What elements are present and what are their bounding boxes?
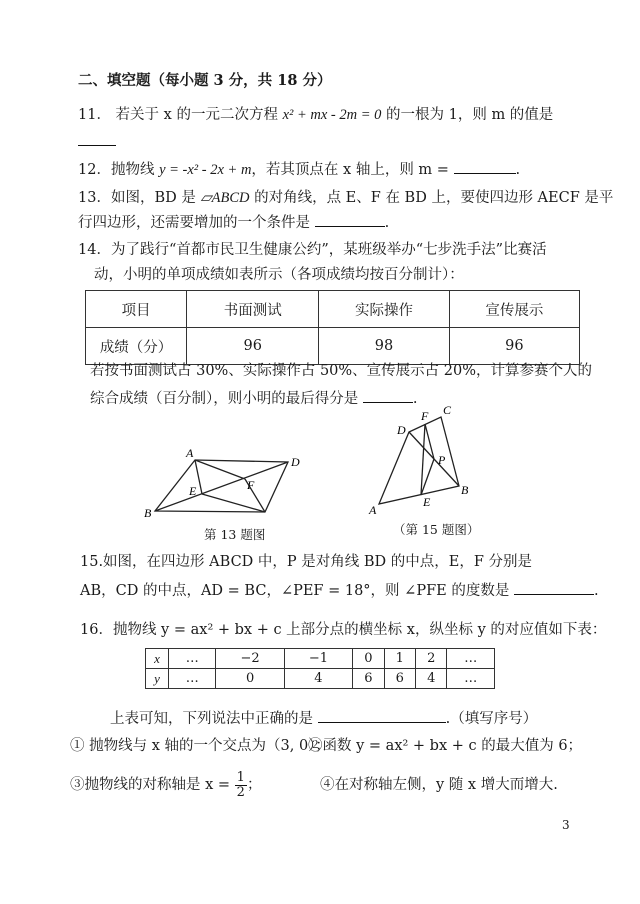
page-number: 3 xyxy=(562,818,570,832)
q16-option-2: ②函数 y = ax² + bx + c 的最大值为 6； xyxy=(308,738,583,754)
figure-15-caption: （第 15 题图） xyxy=(393,522,480,537)
xy-table-cell: … xyxy=(168,649,215,669)
q16-opt3-text: ③抛物线的对称轴是 x = xyxy=(70,777,231,793)
q12-answer-blank[interactable] xyxy=(454,159,516,174)
xy-table-cell: x xyxy=(146,649,169,669)
q15-text-c: . xyxy=(593,583,599,599)
question-12 xyxy=(78,159,520,180)
fig15-label-c: C xyxy=(443,403,452,417)
fig13-segment-af xyxy=(195,460,245,479)
q13-text-d: . xyxy=(384,215,390,231)
question-16-line-2 xyxy=(110,708,537,729)
question-15-line-2 xyxy=(80,580,599,601)
q12-equation: y = -x² - 2x + m xyxy=(159,162,252,178)
q16-text-a: 上表可知，下列说法中正确的是 xyxy=(110,711,313,727)
xy-table-cell: −2 xyxy=(216,649,284,669)
question-14-line-3: 若按书面测试占 30%、实际操作占 50%、宣传展示占 20%，计算参赛个人的 xyxy=(90,363,593,379)
xy-table-cell: 6 xyxy=(353,669,384,689)
fig15-label-f: F xyxy=(421,409,429,423)
score-table-cell: 96 xyxy=(187,328,319,365)
fig13-label-a: A xyxy=(186,446,194,460)
figure-15 xyxy=(365,402,485,520)
figure-13 xyxy=(140,445,310,525)
q16-text-b: .（填写序号） xyxy=(445,711,538,727)
q11-text-b: 的一根为 1，则 m 的值是 xyxy=(381,107,554,123)
fig15-label-d: D xyxy=(397,423,406,437)
q14-answer-blank[interactable] xyxy=(363,388,413,403)
xy-table-cell: y xyxy=(146,669,169,689)
question-11 xyxy=(78,105,553,125)
q16-option-1: ① 抛物线与 x 轴的一个交点为（3, 0）； xyxy=(70,738,330,754)
xy-table-cell: 1 xyxy=(384,649,415,669)
fig15-label-a: A xyxy=(369,503,377,517)
score-table-cell: 成绩（分） xyxy=(86,328,187,365)
q12-text-c: . xyxy=(515,162,521,178)
fig15-label-p: P xyxy=(438,453,446,467)
fig13-label-d: D xyxy=(291,455,300,469)
q16-opt3-denominator: 2 xyxy=(236,784,245,800)
fig15-label-b: B xyxy=(461,483,469,497)
figure-13-caption: 第 13 题图 xyxy=(204,527,266,542)
fig15-label-e: E xyxy=(423,495,431,509)
q16-opt3-end: ； xyxy=(246,777,262,793)
xy-table-cell: 4 xyxy=(416,669,447,689)
q16-answer-blank[interactable] xyxy=(318,708,446,723)
q16-opt3-numerator: 1 xyxy=(236,769,245,785)
score-table-cell: 96 xyxy=(449,328,579,365)
q11-text-a: 11． 若关于 x 的一元二次方程 xyxy=(78,107,283,123)
q16-option-3 xyxy=(70,768,261,802)
score-table-header: 项目 xyxy=(86,291,187,328)
xy-table-cell: 0 xyxy=(216,669,284,689)
xy-table-cell: … xyxy=(447,649,495,669)
xy-table xyxy=(145,648,495,689)
score-table-header: 宣传展示 xyxy=(449,291,579,328)
q12-text-b: ，若其顶点在 x 轴上，则 m = xyxy=(251,162,449,178)
question-15-line-1: 15.如图，在四边形 ABCD 中，P 是对角线 BD 的中点，E，F 分别是 xyxy=(80,554,533,570)
q11-answer-line xyxy=(78,131,116,152)
fig13-label-b: B xyxy=(144,506,152,520)
fig15-quadrilateral xyxy=(379,417,459,504)
q14-text-d: 综合成绩（百分制），则小明的最后得分是 xyxy=(90,391,359,407)
question-13-line-2 xyxy=(78,212,389,233)
q13-parallelogram-symbol: ▱ABCD xyxy=(200,190,250,206)
score-table-header-row xyxy=(86,291,580,328)
xy-table-row-x xyxy=(146,649,495,669)
question-13-line-1 xyxy=(78,188,613,208)
question-14-line-2: 动，小明的单项成绩如表所示（各项成绩均按百分制计）： xyxy=(94,267,464,283)
q12-text-a: 12．抛物线 xyxy=(78,162,160,178)
q13-text-c: 行四边形，还需要增加的一个条件是 xyxy=(78,215,310,231)
q16-opt3-fraction xyxy=(235,771,247,800)
xy-table-cell: … xyxy=(447,669,495,689)
q13-text-a: 13．如图，BD 是 xyxy=(78,190,201,206)
xy-table-cell: … xyxy=(168,669,215,689)
xy-table-cell: 0 xyxy=(353,649,384,669)
score-table-cell: 98 xyxy=(319,328,449,365)
xy-table-cell: 2 xyxy=(416,649,447,669)
xy-table-row-y xyxy=(146,669,495,689)
question-14-line-1: 14．为了践行“首都市民卫生健康公约”，某班级举办“七步洗手法”比赛活 xyxy=(78,242,547,258)
question-16-line-1: 16．抛物线 y = ax² + bx + c 上部分点的横坐标 x，纵坐标 y 的对应值如下表： xyxy=(80,622,607,638)
score-table-header: 书面测试 xyxy=(187,291,319,328)
q13-text-b: 的对角线，点 E、F 在 BD 上，要使四边形 AECF 是平 xyxy=(249,190,614,206)
score-table-row xyxy=(86,328,580,365)
xy-table-cell: 6 xyxy=(384,669,415,689)
q13-answer-blank[interactable] xyxy=(315,212,385,227)
score-table xyxy=(85,290,580,365)
fig13-label-e: E xyxy=(189,484,197,498)
q11-answer-blank[interactable] xyxy=(78,131,116,146)
q14-text-e: . xyxy=(412,391,418,407)
q15-answer-blank[interactable] xyxy=(514,580,594,595)
score-table-header: 实际操作 xyxy=(319,291,449,328)
q15-text-b: AB，CD 的中点，AD = BC，∠PEF = 18°，则 ∠PFE 的度数是 xyxy=(80,583,510,599)
q11-equation: x² + mx - 2m = 0 xyxy=(282,107,382,123)
q16-option-4: ④在对称轴左侧，y 随 x 增大而增大. xyxy=(320,777,558,793)
fig13-label-f: F xyxy=(247,478,255,492)
xy-table-cell: 4 xyxy=(284,669,352,689)
xy-table-cell: −1 xyxy=(284,649,352,669)
section-title: 二、填空题（每小题 3 分，共 18 分） xyxy=(78,72,332,89)
